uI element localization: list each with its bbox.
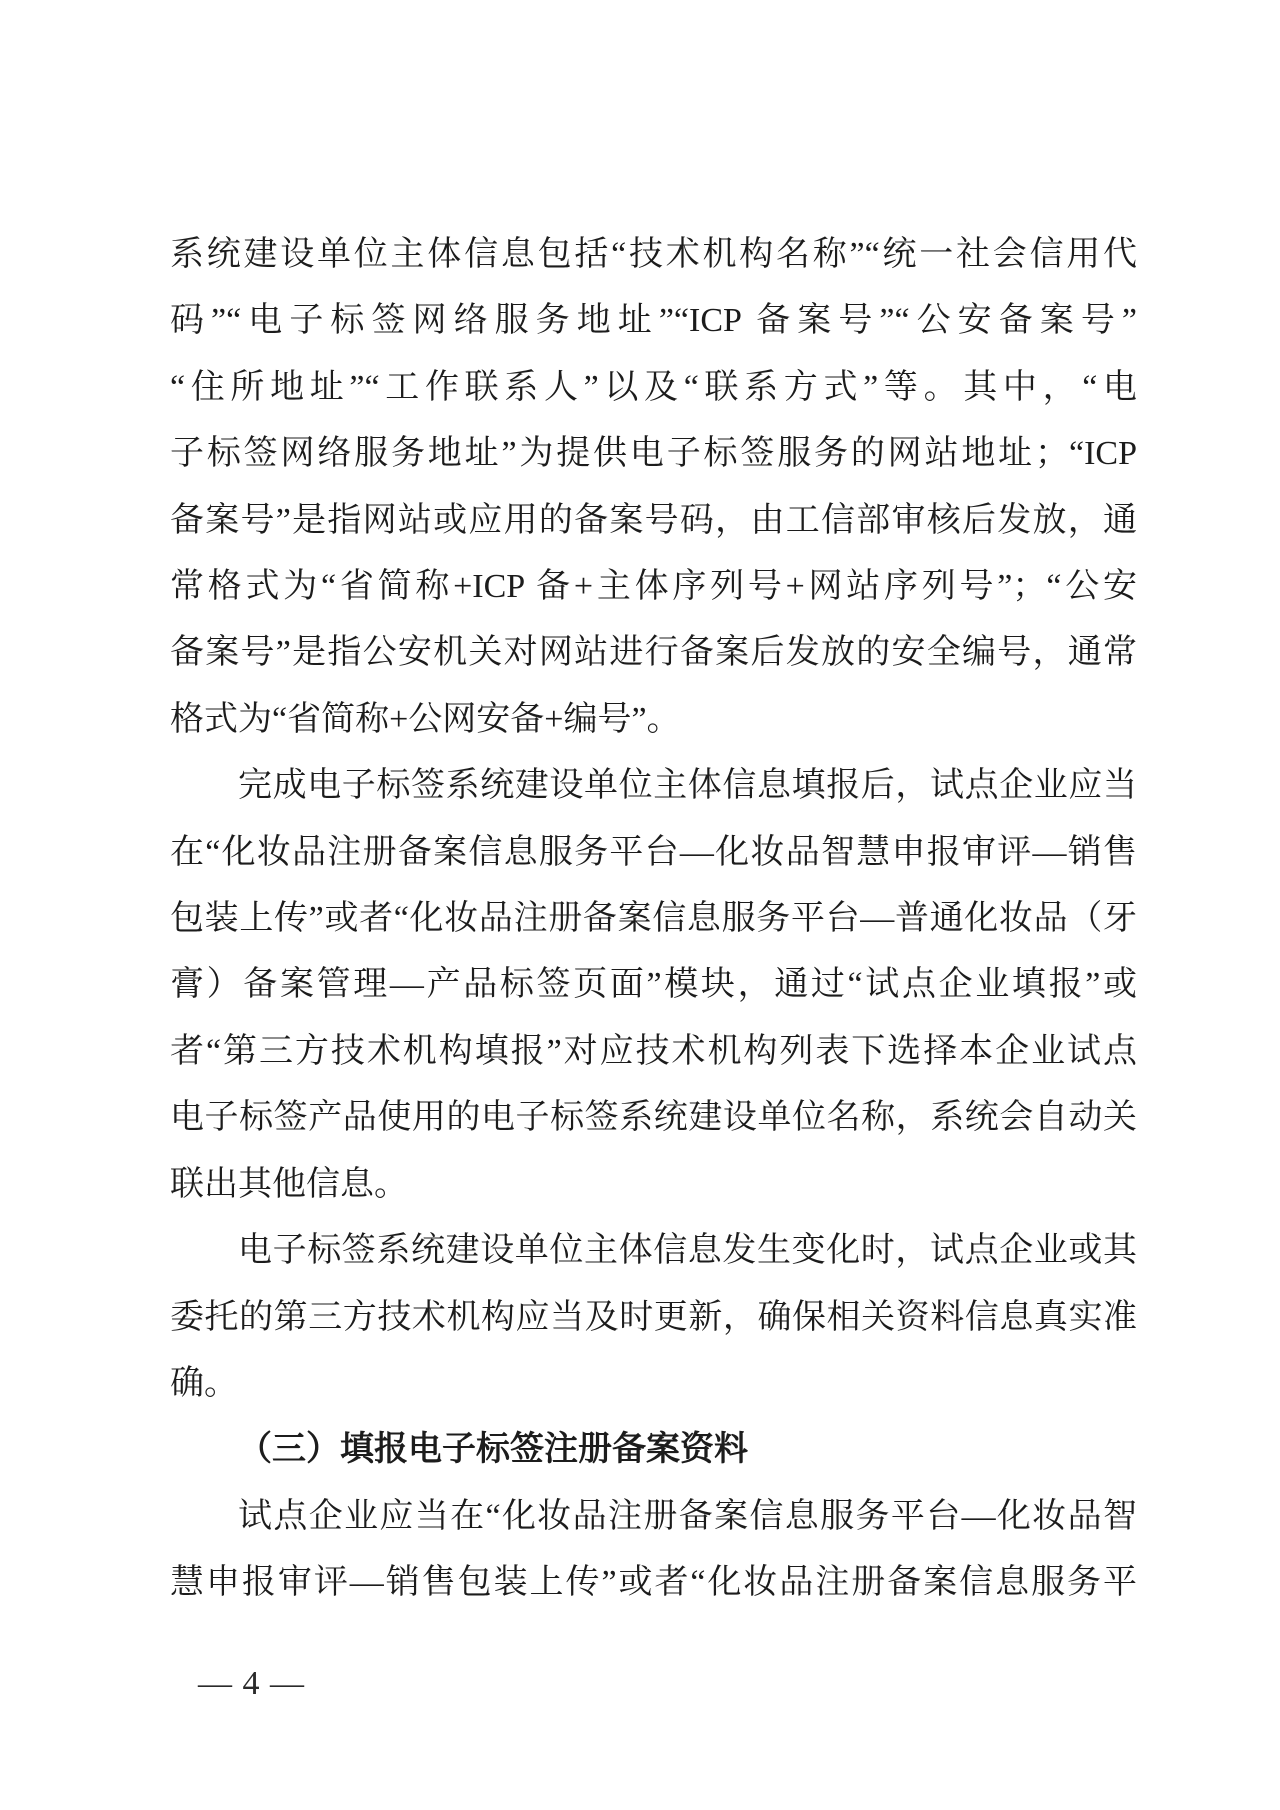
text-line: 联出其他信息。 xyxy=(170,1165,408,1203)
text-line: 委托的第三方技术机构应当及时更新，确保相关资料信息真实准 xyxy=(170,1298,1137,1336)
text-line: 电子标签产品使用的电子标签系统建设单位名称，系统会自动关 xyxy=(170,1099,1137,1137)
text-line: 确。 xyxy=(170,1364,238,1402)
text-line: 系统建设单位主体信息包括“技术机构名称”“统一社会信用代 xyxy=(170,236,1137,273)
text-line: 者“第三方技术机构填报”对应技术机构列表下选择本企业试点 xyxy=(170,1032,1137,1070)
text-line: 码”“电子标签网络服务地址”“ICP 备案号”“公安备案号” xyxy=(170,302,1137,340)
text-line: 常格式为“省简称+ICP 备+主体序列号+网站序列号”；“公安 xyxy=(170,568,1137,606)
text-line: “住所地址”“工作联系人”以及“联系方式”等。其中，“电 xyxy=(170,368,1137,406)
text-line: 完成电子标签系统建设单位主体信息填报后，试点企业应当 xyxy=(238,767,1137,805)
text-line: 试点企业应当在“化妆品注册备案信息服务平台—化妆品智 xyxy=(238,1497,1137,1535)
text-line: 膏）备案管理—产品标签页面”模块，通过“试点企业填报”或 xyxy=(170,966,1137,1004)
text-line: 备案号”是指网站或应用的备案号码，由工信部审核后发放，通 xyxy=(170,501,1137,539)
text-line: 慧申报审评—销售包装上传”或者“化妆品注册备案信息服务平 xyxy=(170,1564,1137,1602)
text-line: 备案号”是指公安机关对网站进行备案后发放的安全编号，通常 xyxy=(170,634,1137,672)
text-line: 子标签网络服务地址”为提供电子标签服务的网站地址；“ICP xyxy=(170,435,1137,473)
text-line: 格式为“省简称+公网安备+编号”。 xyxy=(170,700,681,738)
text-line: 包装上传”或者“化妆品注册备案信息服务平台—普通化妆品（牙 xyxy=(170,900,1137,938)
page-number: — 4 — xyxy=(198,1665,305,1702)
text-line: 电子标签系统建设单位主体信息发生变化时，试点企业或其 xyxy=(238,1232,1137,1270)
section-heading: （三）填报电子标签注册备案资料 xyxy=(238,1431,748,1469)
text-line: 在“化妆品注册备案信息服务平台—化妆品智慧申报审评—销售 xyxy=(170,833,1137,871)
document-body xyxy=(170,222,1137,1617)
